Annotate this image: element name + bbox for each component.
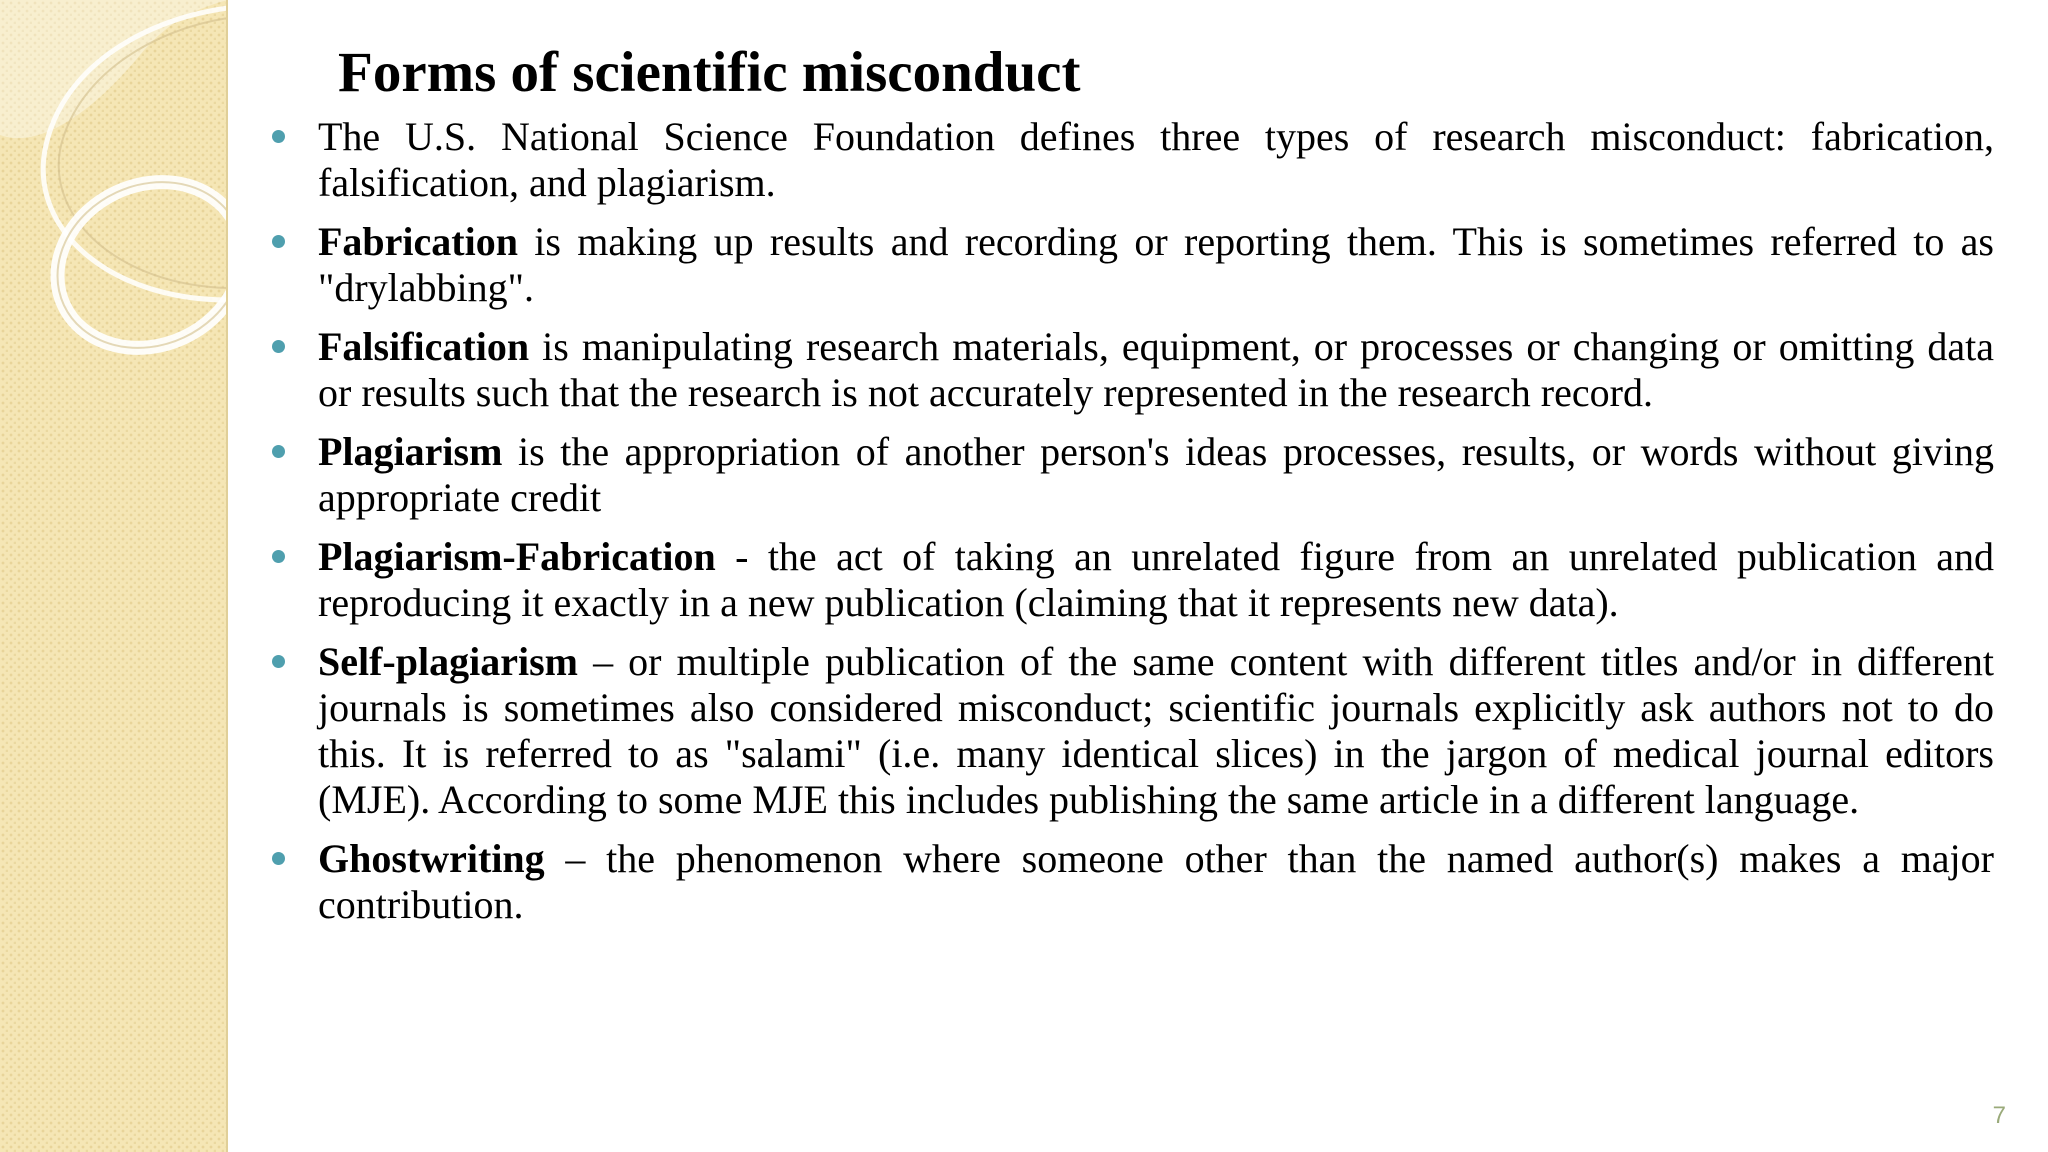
bullet-list	[318, 114, 1994, 941]
bullet-dot-icon	[272, 655, 285, 668]
bullet-dot-icon	[272, 130, 285, 143]
decorative-side-panel	[0, 0, 228, 1152]
bullet-item-plagiarism	[318, 429, 1994, 521]
bullet-term: Self-plagiarism	[318, 639, 578, 684]
bullet-term: Plagiarism	[318, 429, 503, 474]
bullet-term: Fabrication	[318, 219, 518, 264]
bullet-term: Falsification	[318, 324, 530, 369]
bullet-text: – or multiple publication of the same content with different titles and/or in different journals is sometimes also considered misconduct; scientific journals explicitly ask authors not to do this. It is referred to as "salami" (i.e. many identical slices) in the jargon of medical journal editors (MJE). According to some MJE this includes publishing the same article in a different language.	[318, 639, 1994, 822]
bullet-text: is making up results and recording or reporting them. This is sometimes referred to as "drylabbing".	[318, 219, 1994, 310]
bullet-item-falsification	[318, 324, 1994, 416]
bullet-term: Ghostwriting	[318, 836, 545, 881]
bullet-dot-icon	[272, 445, 285, 458]
bullet-dot-icon	[272, 550, 285, 563]
bullet-text: – the phenomenon where someone other than the named author(s) makes a major contribution.	[318, 836, 1994, 927]
bullet-term: Plagiarism-Fabrication	[318, 534, 716, 579]
bullet-text: - the act of taking an unrelated figure from an unrelated publication and reproducing it exactly in a new publication (claiming that it represents new data).	[318, 534, 1994, 625]
decorative-rings-icon	[0, 0, 228, 420]
bullet-text: is the appropriation of another person's ideas processes, results, or words without giving appropriate credit	[318, 429, 1994, 520]
bullet-item-self-plagiarism	[318, 639, 1994, 823]
bullet-item-plagiarism-fabrication	[318, 534, 1994, 626]
page-number: 7	[1992, 1102, 2006, 1129]
bullet-text: The U.S. National Science Foundation defines three types of research misconduct: fabrication, falsification, and plagiarism.	[318, 114, 1994, 205]
bullet-item-nsf-definition	[318, 114, 1994, 206]
bullet-dot-icon	[272, 340, 285, 353]
bullet-text: is manipulating research materials, equipment, or processes or changing or omitting data or results such that the research is not accurately represented in the research record.	[318, 324, 1994, 415]
bullet-item-fabrication	[318, 219, 1994, 311]
bullet-dot-icon	[272, 235, 285, 248]
bullet-item-ghostwriting	[318, 836, 1994, 928]
slide-title: Forms of scientific misconduct	[338, 41, 1081, 104]
bullet-dot-icon	[272, 852, 285, 865]
